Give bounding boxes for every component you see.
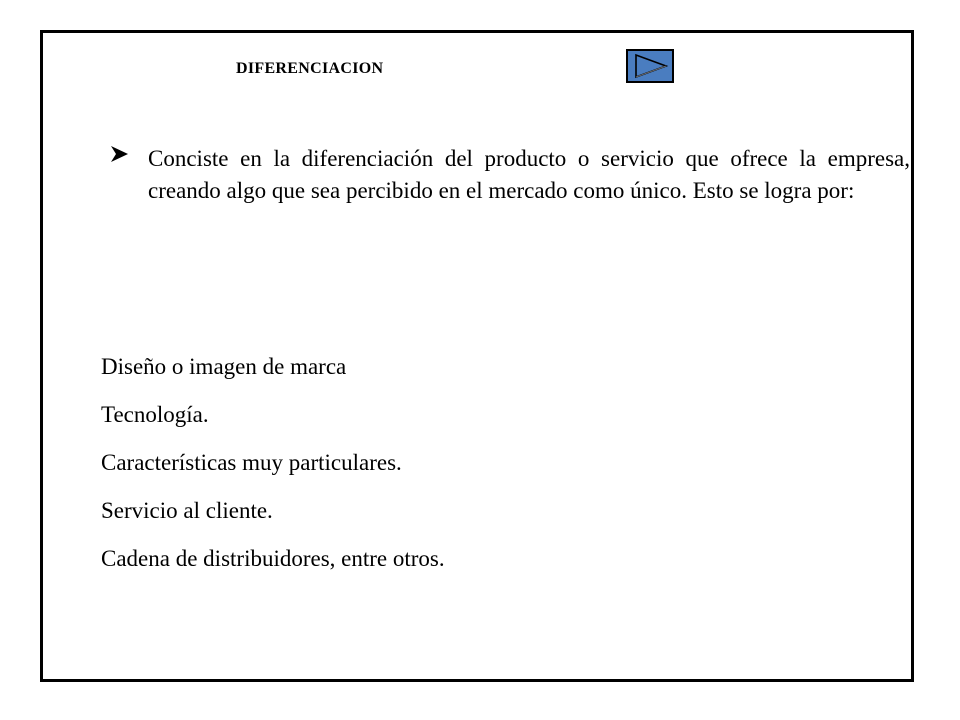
- list-item: Características muy particulares.: [101, 450, 402, 475]
- bullet-paragraph: [108, 143, 910, 207]
- list-item: Tecnología.: [101, 402, 209, 427]
- play-triangle-icon: [628, 51, 672, 81]
- slide-title: DIFERENCIACION: [236, 60, 384, 77]
- arrowhead-bullet-icon: [108, 144, 130, 164]
- next-slide-button[interactable]: [626, 49, 674, 83]
- differentiation-items-list: [101, 343, 445, 583]
- bullet-text: Conciste en la diferenciación del producto o servicio que ofrece la empresa, creando algo que sea percibido en el mercado como único. Esto se logra por:: [148, 146, 910, 203]
- list-item: Diseño o imagen de marca: [101, 354, 347, 379]
- list-item: Servicio al cliente.: [101, 498, 273, 523]
- list-item: Cadena de distribuidores, entre otros.: [101, 546, 445, 571]
- slide-frame: [40, 30, 914, 682]
